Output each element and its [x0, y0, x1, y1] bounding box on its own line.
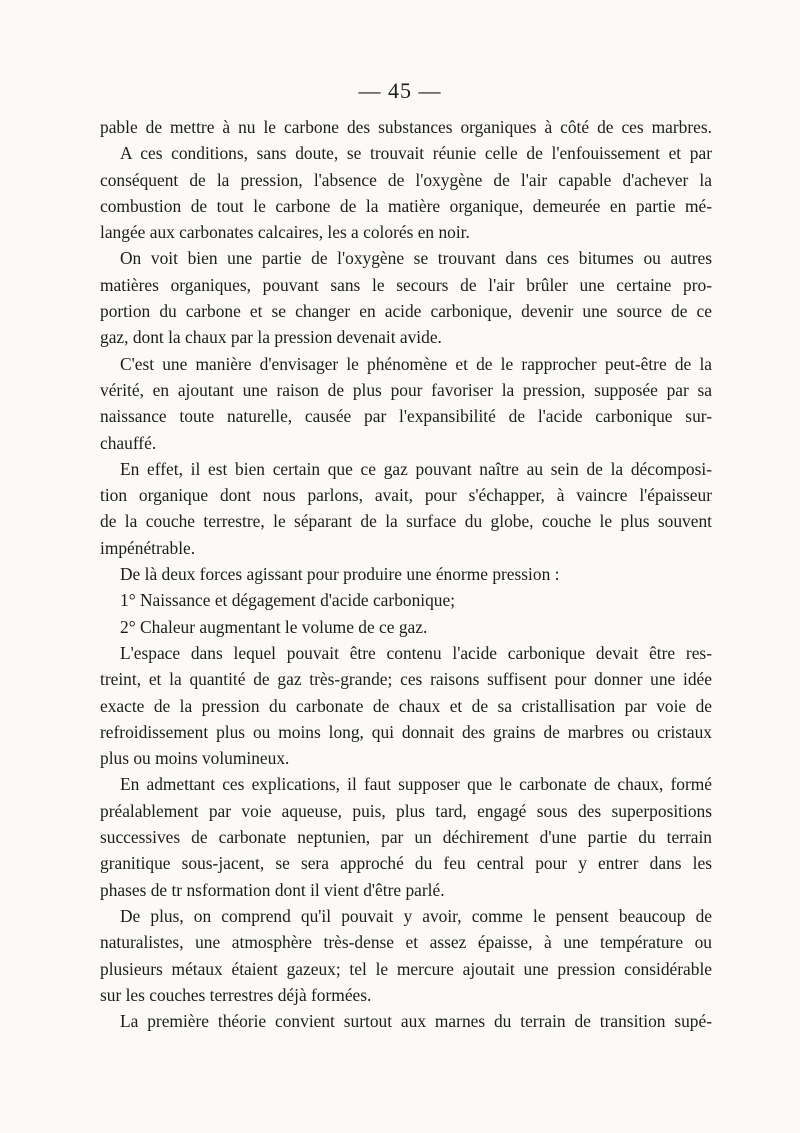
text-line: combustion de tout le carbone de la matière organique, demeurée en partie mé-: [100, 195, 712, 216]
text-line: 2° Chaleur augmentant le volume de ce gaz.: [120, 616, 428, 637]
text-line: De là deux forces agissant pour produire une énorme pression :: [120, 564, 560, 585]
text-line: chauffé.: [100, 432, 157, 453]
text-line: préalablement par voie aqueuse, puis, plus tard, engagé sous des superpositions: [100, 800, 712, 821]
text-line: matières organiques, pouvant sans le secours de l'air brûler une certaine pro-: [100, 274, 712, 295]
text-line: naissance toute naturelle, causée par l'expansibilité de l'acide carbonique sur-: [100, 406, 712, 427]
page-number: — 45 —: [358, 78, 442, 103]
text-line: 1° Naissance et dégagement d'acide carbonique;: [120, 590, 456, 611]
text-line: A ces conditions, sans doute, se trouvait réunie celle de l'enfouissement et par: [120, 143, 712, 164]
text-line: vérité, en ajoutant une raison de plus pour favoriser la pression, supposée par sa: [100, 379, 712, 400]
text-line: langée aux carbonates calcaires, les a colorés en noir.: [100, 222, 470, 243]
text-line: treint, et la quantité de gaz très-grande; ces raisons suffisent pour donner une idée: [100, 669, 712, 690]
text-line: conséquent de la pression, l'absence de l'oxygène de l'air capable d'achever la: [100, 169, 712, 190]
text-line: phases de tr nsformation dont il vient d'être parlé.: [100, 879, 445, 900]
text-line: plus ou moins volumineux.: [100, 748, 290, 769]
text-line: exacte de la pression du carbonate de chaux et de sa cristallisation par voie de: [100, 695, 712, 716]
text-line: portion du carbone et se changer en acide carbonique, devenir une source de ce: [100, 301, 712, 322]
body-text: [100, 114, 712, 1034]
text-line: refroidissement plus ou moins long, qui donnait des grains de marbres ou cristaux: [100, 721, 712, 742]
text-line: plusieurs métaux étaient gazeux; tel le mercure ajoutait une pression considérable: [100, 958, 712, 979]
text-line: naturalistes, une atmosphère très-dense et assez épaisse, à une température ou: [100, 932, 712, 953]
text-line: tion organique dont nous parlons, avait, pour s'échapper, à vaincre l'épaisseur: [100, 485, 712, 506]
text-line: L'espace dans lequel pouvait être contenu l'acide carbonique devait être res-: [120, 642, 712, 663]
text-line: sur les couches terrestres déjà formées.: [100, 984, 372, 1005]
text-line: La première théorie convient surtout aux marnes du terrain de transition supé-: [120, 1011, 712, 1032]
text-line: gaz, dont la chaux par la pression devenait avide.: [100, 327, 442, 348]
text-line: On voit bien une partie de l'oxygène se trouvant dans ces bitumes ou autres: [120, 248, 712, 269]
text-line: successives de carbonate neptunien, par un déchirement d'une partie du terrain: [100, 827, 712, 848]
text-line: En effet, il est bien certain que ce gaz pouvant naître au sein de la décomposi-: [120, 458, 712, 479]
text-line: granitique sous-jacent, se sera approché du feu central pour y entrer dans les: [100, 853, 712, 874]
text-line: De plus, on comprend qu'il pouvait y avoir, comme le pensent beaucoup de: [120, 905, 712, 926]
text-line: En admettant ces explications, il faut supposer que le carbonate de chaux, formé: [120, 774, 712, 795]
text-line: C'est une manière d'envisager le phénomène et de le rapprocher peut-être de la: [120, 353, 712, 374]
text-line: pable de mettre à nu le carbone des substances organiques à côté de ces marbres.: [100, 117, 712, 137]
text-line: de la couche terrestre, le séparant de la surface du globe, couche le plus souvent: [100, 511, 712, 532]
text-line: impénétrable.: [100, 537, 196, 558]
